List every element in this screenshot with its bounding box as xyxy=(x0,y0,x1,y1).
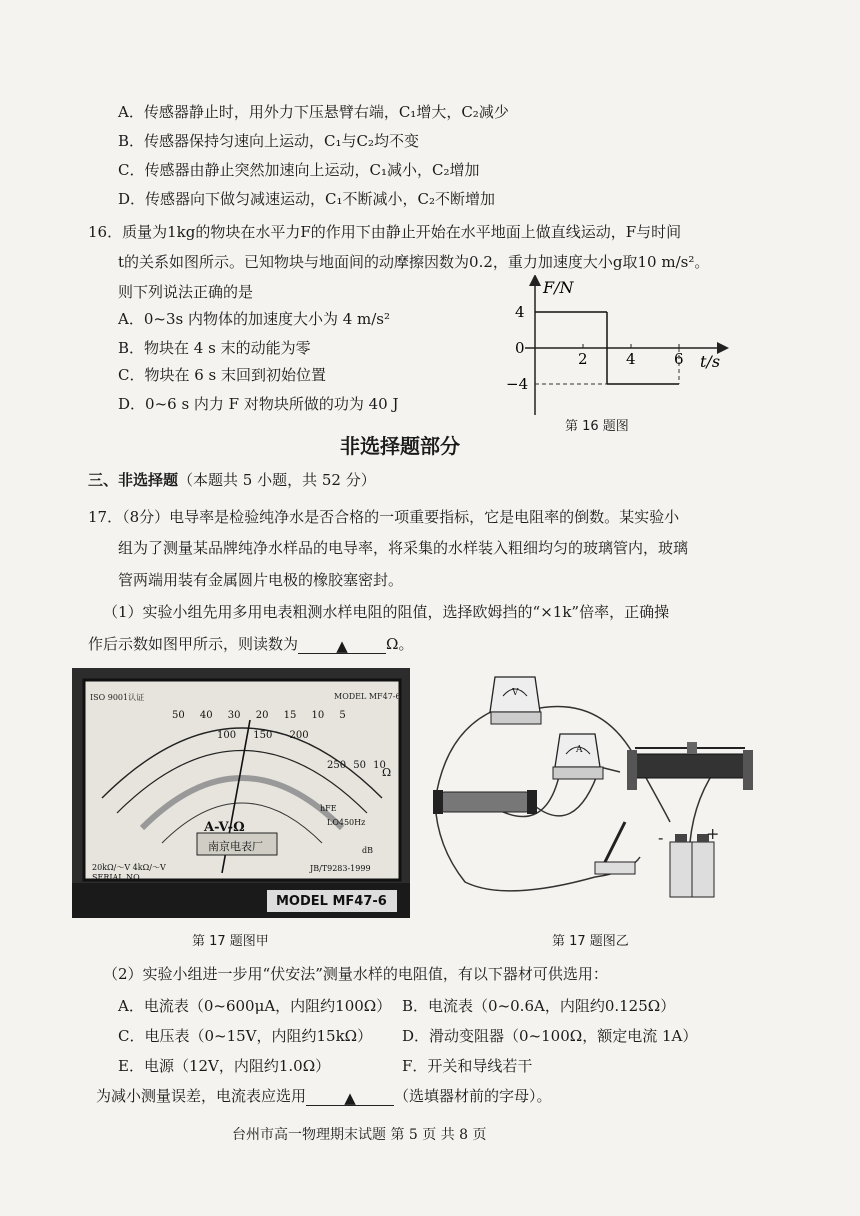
equipment-d: D．滑动变阻器（0~100Ω，额定电流 1A） xyxy=(402,1027,698,1045)
q17-final-note: （选填器材前的字母）。 xyxy=(394,1087,552,1105)
switch-icon xyxy=(595,822,635,874)
meter-db: dB xyxy=(362,846,373,855)
meter-serial: SERIAL NO. xyxy=(92,873,142,882)
battery-icon xyxy=(670,834,714,897)
meter-iso: ISO 9001认证 xyxy=(90,693,145,702)
figure-a-caption: 第 17 题图甲 xyxy=(192,934,269,949)
q17-sub1-unit: Ω。 xyxy=(386,635,414,653)
meter-scale-top: 50 40 30 20 15 10 5 xyxy=(172,710,346,721)
q17-sub1-line1: （1）实验小组先用多用电表粗测水样电阻的阻值，选择欧姆挡的“×1k”倍率，正确操 xyxy=(103,603,670,621)
ammeter-icon xyxy=(553,734,603,779)
part3-note: （本题共 5 小题，共 52 分） xyxy=(178,471,376,489)
q16-option-b: B．物块在 4 s 末的动能为零 xyxy=(118,339,311,357)
equipment-b: B．电流表（0~0.6A，内阻约0.125Ω） xyxy=(402,997,676,1015)
meter-maker: 南京电表厂 xyxy=(208,840,263,853)
q15-option-b: B．传感器保持匀速向上运动，C₁与C₂均不变 xyxy=(118,132,420,150)
q15-option-a: A．传感器静止时，用外力下压悬臂右端，C₁增大，C₂减少 xyxy=(118,103,509,121)
q15-option-d: D．传感器向下做匀减速运动，C₁不断减小，C₂不断增加 xyxy=(118,190,496,208)
y-axis-label: F/N xyxy=(543,278,574,297)
circuit-diagram xyxy=(425,662,770,907)
multimeter-photo xyxy=(72,668,410,918)
meter-spec: 20kΩ/～V 4kΩ/～V xyxy=(92,863,166,872)
x-axis-label: t/s xyxy=(700,352,721,371)
meter-hz: LO450Hz xyxy=(327,818,366,827)
x-tick-label: 4 xyxy=(626,350,636,368)
q16-text-line3: 则下列说法正确的是 xyxy=(118,283,254,301)
q16-force-time-graph xyxy=(505,275,730,425)
q17-sub2: （2）实验小组进一步用“伏安法”测量水样的电阻值，有以下器材可供选用： xyxy=(103,965,608,983)
page-footer: 台州市高一物理期末试题 第 5 页 共 8 页 xyxy=(232,1127,487,1143)
q16-caption: 第 16 题图 xyxy=(565,419,629,434)
battery-plus: + xyxy=(706,824,720,843)
ammeter-label: A xyxy=(576,745,583,755)
battery-minus: - xyxy=(658,828,664,847)
equipment-a: A．电流表（0~600μA，内阻约100Ω） xyxy=(118,997,392,1015)
q17-text-line3: 管两端用装有金属圆片电极的橡胶塞密封。 xyxy=(118,571,404,589)
meter-scale-3: 250 50 10 xyxy=(327,760,386,771)
meter-scale-2: 100 150 200 xyxy=(217,730,309,741)
rheostat-icon xyxy=(627,742,753,790)
glass-tube-icon xyxy=(433,790,537,814)
q16-option-d: D．0~6 s 内力 F 对物块所做的功为 40 J xyxy=(118,395,399,413)
y-tick-label: 0 xyxy=(515,339,525,357)
q16-text-line2: t的关系如图所示。已知物块与地面间的动摩擦因数为0.2，重力加速度大小g取10 m/s²。 xyxy=(118,253,710,271)
section-title: 非选择题部分 xyxy=(340,434,460,458)
q16-text-line1: 16．质量为1kg的物块在水平力F的作用下由静止开始在水平地面上做直线运动，F与时间 xyxy=(88,223,682,241)
x-tick-label: 6 xyxy=(674,350,684,368)
q17-final-prompt: 为减小测量误差，电流表应选用 xyxy=(96,1087,307,1105)
q16-option-a: A．0~3s 内物体的加速度大小为 4 m/s² xyxy=(118,310,391,328)
voltmeter-icon xyxy=(490,677,541,724)
equipment-c: C．电压表（0~15V，内阻约15kΩ） xyxy=(118,1027,373,1045)
q17-sub1-line2: 作后示数如图甲所示，则读数为 xyxy=(88,635,299,653)
q16-option-c: C．物块在 6 s 末回到初始位置 xyxy=(118,366,327,384)
equipment-e: E．电源（12V，内阻约1.0Ω） xyxy=(118,1057,331,1075)
part3-heading: 三、非选择题 xyxy=(88,471,179,489)
y-tick-label: 4 xyxy=(515,303,525,321)
meter-std: JB/T9283-1999 xyxy=(310,864,371,873)
equipment-f: F．开关和导线若干 xyxy=(402,1057,533,1075)
x-tick-label: 2 xyxy=(578,350,588,368)
figure-b-caption: 第 17 题图乙 xyxy=(552,934,629,949)
meter-model-small: MODEL MF47-6 xyxy=(334,692,401,701)
y-tick-label: −4 xyxy=(506,375,529,393)
q17-text-line2: 组为了测量某品牌纯净水样品的电导率，将采集的水样装入粗细均匀的玻璃管内，玻璃 xyxy=(118,539,689,557)
answer-blank-1[interactable]: ▲ xyxy=(298,636,386,654)
meter-model: MODEL MF47-6 xyxy=(276,894,387,909)
meter-ohm-mark: Ω xyxy=(382,766,392,779)
answer-blank-2[interactable]: ▲ xyxy=(306,1088,394,1106)
meter-symbol: A-V-Ω xyxy=(204,820,245,835)
q17-text-line1: 17．（8分）电导率是检验纯净水是否合格的一项重要指标，它是电阻率的倒数。某实验小 xyxy=(88,508,680,526)
voltmeter-label: V xyxy=(512,688,519,698)
meter-hfe: hFE xyxy=(320,804,337,813)
q15-option-c: C．传感器由静止突然加速向上运动，C₁减小，C₂增加 xyxy=(118,161,480,179)
